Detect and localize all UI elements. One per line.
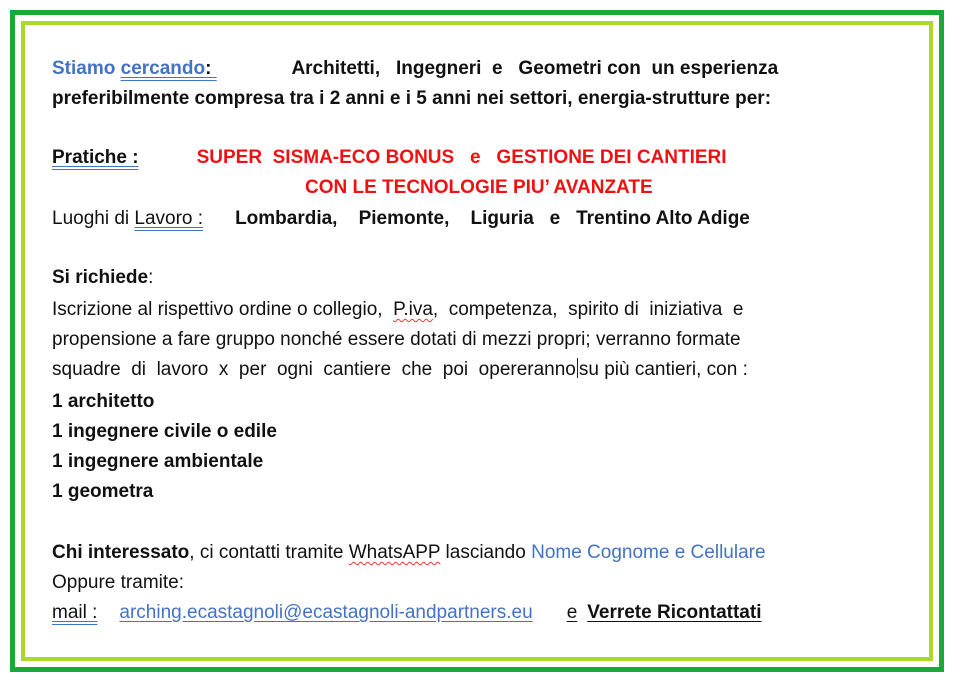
pratiche-title-2: CON LE TECNOLOGIE PIU’ AVANZATE <box>305 177 653 198</box>
lavoro-label: Lavoro : <box>134 208 204 229</box>
pratiche-title-1: SUPER SISMA-ECO BONUS e GESTIONE DEI CANTIERI <box>196 147 727 168</box>
intro-line-2: preferibilmente compresa tra i 2 anni e i 5 anni nei settori, energia-strutture per: <box>52 88 772 109</box>
role-item-architetto: 1 architetto <box>52 391 155 412</box>
requirement-line-3 <box>52 358 748 382</box>
cercando-label: cercando <box>120 58 206 79</box>
text-cursor <box>577 358 578 378</box>
places-list: Lombardia, Piemonte, Liguria e Trentino Alto Adige <box>235 208 750 229</box>
req-text-a: Iscrizione al rispettivo ordine o collegio, <box>52 299 394 320</box>
mail-label: mail : <box>52 602 98 623</box>
cercando-colon: : <box>205 58 212 79</box>
oppure-line: Oppure tramite: <box>52 572 184 593</box>
richiede-heading <box>52 266 153 290</box>
role-item-ingegnere-civile: 1 ingegnere civile o edile <box>52 421 277 442</box>
mail-line <box>52 601 762 625</box>
requirement-line-1 <box>52 298 743 322</box>
role-item-ingegnere-ambientale: 1 ingegnere ambientale <box>52 451 264 472</box>
whatsapp-text: WhatsAPP <box>348 542 441 563</box>
richiede-colon: : <box>148 267 154 288</box>
req-text-d: su più cantieri, con : <box>578 359 748 380</box>
luoghi-label: Luoghi di <box>52 208 135 229</box>
role-item-geometra: 1 geometra <box>52 481 154 502</box>
pratiche-label: Pratiche : <box>52 147 139 168</box>
e-connector: e <box>566 602 578 623</box>
piva-text: P.iva <box>393 299 433 320</box>
verrete-ricontattati: Verrete Ricontattati <box>587 602 762 623</box>
requirement-line-2: propensione a fare gruppo nonché essere dotati di mezzi propri; verranno formate <box>52 329 741 350</box>
stiamo-label: Stiamo <box>52 58 121 79</box>
contact-fields: Nome Cognome e Cellulare <box>531 542 766 563</box>
contact-text-a: , ci contatti tramite <box>189 542 349 563</box>
req-text-c: squadre di lavoro x per ogni cantiere che poi opereranno <box>52 359 576 380</box>
luoghi-line <box>52 207 750 231</box>
roles-sought: Architetti, Ingegneri e Geometri con un esperienza <box>291 58 779 79</box>
intro-line-1 <box>52 57 778 81</box>
pratiche-line <box>52 146 727 170</box>
contact-line <box>52 541 766 565</box>
req-text-b: , competenza, spirito di iniziativa e <box>432 299 744 320</box>
email-link[interactable]: arching.ecastagnoli@ecastagnoli-andpartners.eu <box>119 602 533 623</box>
contact-text-b: lasciando <box>440 542 532 563</box>
interessato-label: Chi interessato <box>52 542 190 563</box>
richiede-label: Si richiede <box>52 267 149 288</box>
